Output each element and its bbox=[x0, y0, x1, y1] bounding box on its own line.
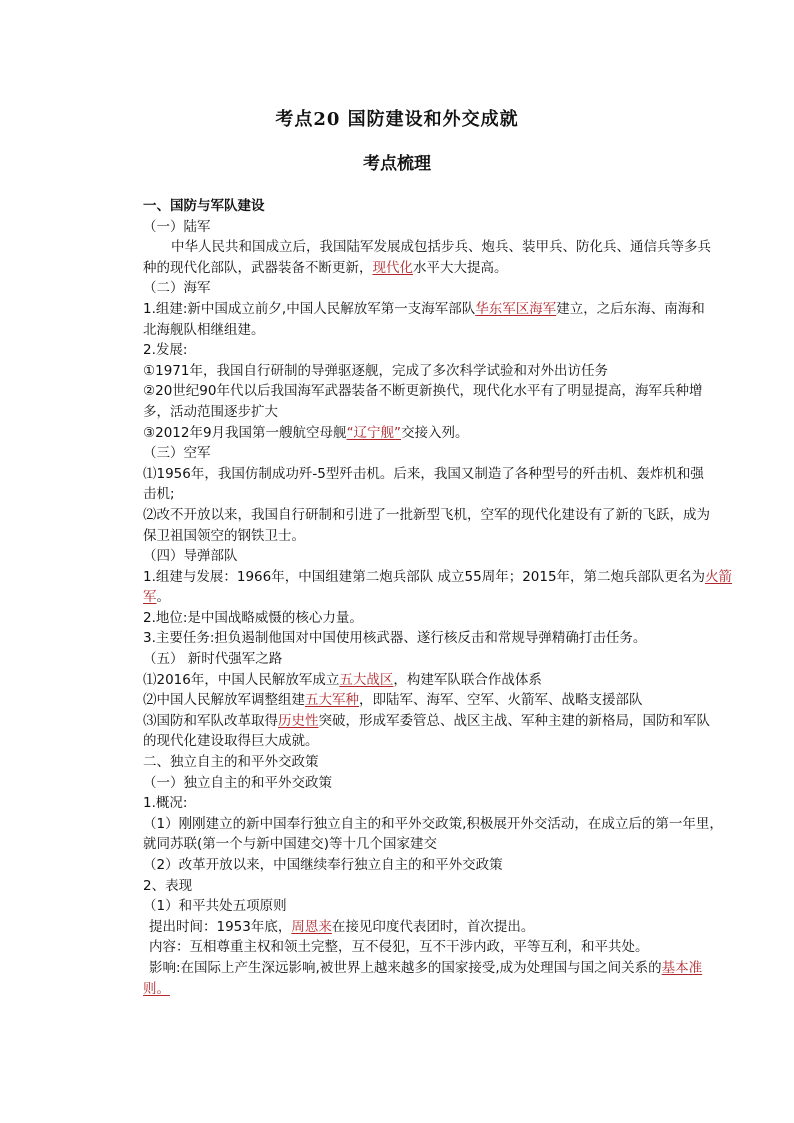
paragraph-line bbox=[143, 979, 743, 1000]
paragraph-line: （1）和平共处五项原则 bbox=[143, 898, 287, 915]
underlined-term: 周恩来 bbox=[291, 918, 332, 935]
underlined-term: “辽宁舰” bbox=[346, 424, 402, 441]
paragraph-line: 1.概况: bbox=[143, 795, 188, 812]
paragraph-line bbox=[143, 690, 743, 711]
paragraph-line: 内容：互相尊重主权和领土完整，互不侵犯，互不干涉内政，平等互利，和平共处。 bbox=[149, 939, 649, 956]
paragraph-line: （2）改革开放以来，中国继续奉行独立自主的和平外交政策 bbox=[143, 857, 503, 873]
subheading-navy: （二）海军 bbox=[143, 280, 211, 297]
text-span: ，构建军队联合作战体系 bbox=[393, 671, 542, 688]
subheading-diplomacy-policy: （一）独立自主的和平外交政策 bbox=[143, 774, 332, 791]
paragraph-line: 的现代化建设取得巨大成就。 bbox=[143, 733, 319, 750]
underlined-term: 火箭 bbox=[705, 568, 733, 585]
paragraph-line: ②20世纪90年代以后我国海军武器装备不断更新换代，现代化水平有了明显提高，海军兵种增 bbox=[143, 383, 703, 400]
text-span: 。 bbox=[156, 589, 170, 606]
underlined-term: 历史性 bbox=[278, 712, 319, 729]
paragraph-line bbox=[143, 917, 743, 938]
text-span: 种的现代化部队，武器装备不断更新， bbox=[143, 259, 373, 276]
paragraph-line bbox=[143, 258, 743, 279]
paragraph-line: 北海舰队相继组建。 bbox=[143, 321, 265, 338]
paragraph-line: 2.地位:是中国战略威慑的核心力量。 bbox=[143, 609, 363, 626]
subheading-airforce: （三）空军 bbox=[143, 445, 211, 462]
paragraph-line bbox=[143, 711, 743, 732]
page-subtitle: 考点梳理 bbox=[363, 154, 431, 174]
paragraph-line bbox=[143, 299, 743, 320]
text-span: ⑵中国人民解放军调整组建 bbox=[143, 692, 305, 709]
section-heading-defense: 一、国防与军队建设 bbox=[143, 198, 265, 214]
paragraph-line bbox=[143, 958, 743, 979]
subheading-new-era: （五） 新时代强军之路 bbox=[143, 651, 283, 668]
text-span: ⑴2016年，中国人民解放军成立 bbox=[143, 671, 340, 688]
text-span: 水平大大提高。 bbox=[413, 259, 508, 276]
paragraph-line: ⑴1956年，我国仿制成功歼-5型歼击机。后来，我国又制造了各种型号的歼击机、轰炸机和强 bbox=[143, 465, 704, 482]
underlined-term: 现代化 bbox=[372, 259, 413, 276]
text-span: ⑶国防和军队改革取得 bbox=[143, 712, 278, 729]
paragraph-line: 就同苏联(第一个与新中国建交)等十几个国家建交 bbox=[143, 836, 438, 853]
paragraph-line: 中华人民共和国成立后，我国陆军发展成包括步兵、炮兵、装甲兵、防化兵、通信兵等多兵 bbox=[171, 239, 711, 256]
section-heading-diplomacy: 二、独立自主的和平外交政策 bbox=[143, 754, 319, 771]
text-span: ，即陆军、海军、空军、火箭军、战略支援部队 bbox=[359, 692, 643, 709]
underlined-term: 基本准 bbox=[661, 959, 703, 976]
text-span: 1.组建:新中国成立前夕,中国人民解放军第一支海军部队 bbox=[143, 300, 476, 317]
text-span: 在接见印度代表团时，首次提出。 bbox=[331, 918, 535, 935]
text-span: 提出时间：1953年底， bbox=[149, 918, 292, 935]
subheading-army: （一）陆军 bbox=[143, 218, 211, 235]
text-span: 交接入列。 bbox=[401, 424, 469, 441]
paragraph-line: ①1971年，我国自行研制的导弹驱逐舰，完成了多次科学试验和对外出访任务 bbox=[143, 362, 608, 379]
paragraph-line: （1）刚刚建立的新中国奉行独立自主的和平外交政策,积极展开外交活动，在成立后的第一年里， bbox=[143, 815, 723, 832]
page-title: 考点20 国防建设和外交成就 bbox=[275, 109, 519, 130]
paragraph-line bbox=[143, 567, 743, 588]
paragraph-line: 3.主要任务:担负遏制他国对中国使用核武器、遂行核反击和常规导弹精确打击任务。 bbox=[143, 630, 647, 647]
underlined-term: 华东军区海军 bbox=[475, 300, 557, 317]
document-body bbox=[143, 196, 743, 999]
paragraph-line bbox=[143, 670, 743, 691]
underlined-term: 则。 bbox=[143, 980, 170, 997]
paragraph-line: 2.发展: bbox=[143, 342, 188, 359]
paragraph-line: 多，活动范围逐步扩大 bbox=[143, 403, 278, 420]
paragraph-line bbox=[143, 587, 743, 608]
underlined-term: 五大战区 bbox=[339, 671, 394, 688]
subheading-missile: （四）导弹部队 bbox=[143, 548, 238, 565]
underlined-term: 五大军种 bbox=[305, 692, 359, 709]
text-span: 建立，之后东海、南海和 bbox=[556, 300, 705, 317]
paragraph-line: 保卫祖国领空的钢铁卫士。 bbox=[143, 527, 305, 544]
text-span: ③2012年9月我国第一艘航空母舰 bbox=[143, 424, 347, 441]
text-span: 突破，形成军委管总、战区主战、军种主建的新格局，国防和军队 bbox=[318, 712, 710, 729]
text-span: 1.组建与发展：1966年，中国组建第二炮兵部队 成立55周年；2015年，第二炮兵部队更名为 bbox=[143, 568, 706, 585]
underlined-term: 军 bbox=[143, 589, 157, 606]
paragraph-line bbox=[143, 423, 743, 444]
paragraph-line: ⑵改不开放以来，我国自行研制和引进了一批新型飞机，空军的现代化建设有了新的飞跃，成为 bbox=[143, 506, 710, 523]
text-span: 影响:在国际上产生深远影响,被世界上越来越多的国家接受,成为处理国与国之间关系的 bbox=[149, 959, 662, 976]
paragraph-line: 2、表现 bbox=[143, 877, 193, 894]
paragraph-line: 击机; bbox=[143, 486, 175, 503]
